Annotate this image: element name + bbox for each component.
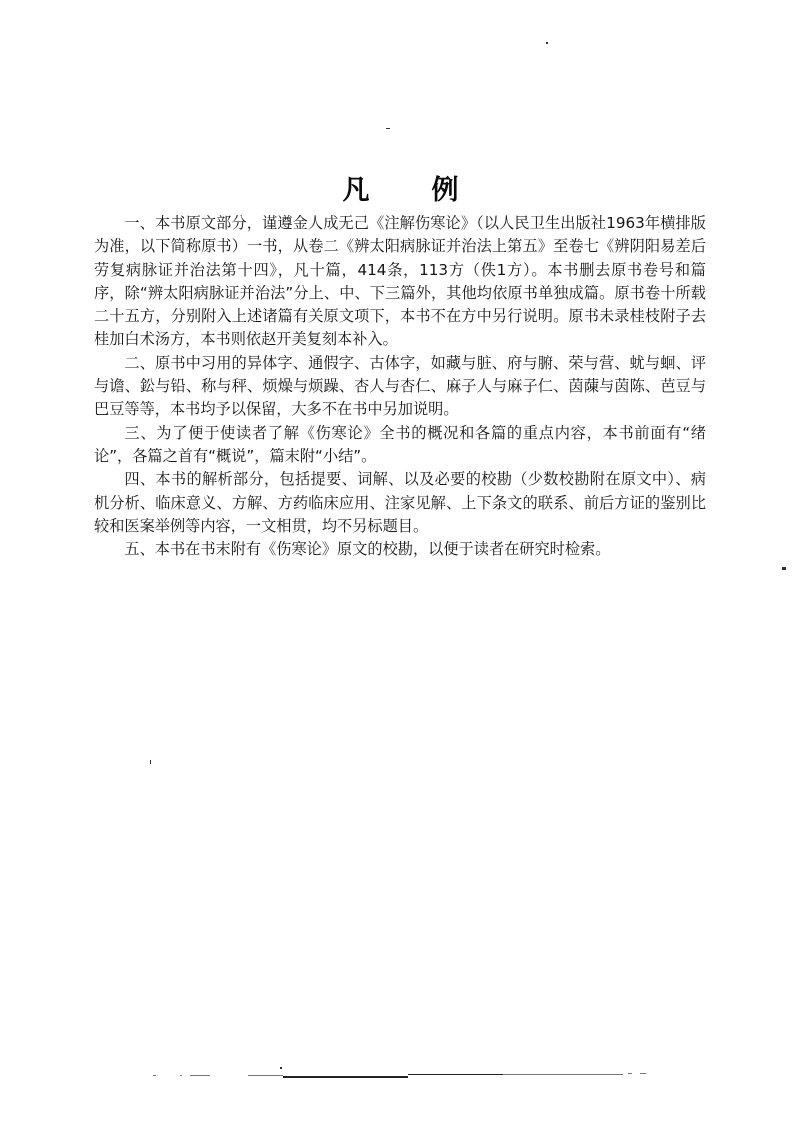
paragraph-4: 四、本书的解析部分，包括提要、词解、以及必要的校勘（少数校勘附在原文中）、病机分析、临床意义、方解、方药临床应用、注家见解、上下条文的联系、前后方证的鉴别比较和医案举例等内容，一文相贯，均不另标题目。 — [94, 470, 706, 535]
scan-bottom-mark — [640, 1073, 646, 1074]
scan-bottom-mark — [503, 1074, 623, 1075]
scan-speck — [386, 128, 390, 129]
paragraph-2: 二、原书中习用的异体字、通假字、古体字，如藏与脏、府与腑、荣与营、蚘与蛔、评与谵、鈆与铅、称与秤、烦燥与烦躁、杏人与杏仁、麻子人与麻子仁、茵蔯与茵陈、芭豆与巴豆等等，本书均予以保留，大多不在书中另加说明。 — [94, 353, 706, 419]
scan-bottom-rule — [283, 1076, 408, 1078]
scan-bottom-mark — [628, 1073, 632, 1074]
scan-speck — [280, 1067, 282, 1069]
scan-bottom-rule — [408, 1074, 503, 1075]
paragraph-1: 一、本书原文部分，谨遵金人成无己《注解伤寒论》（以人民卫生出版社1963年横排版为准，以下简称原书）一书，从卷二《辨太阳病脉证并治法上第五》至卷七《辨阴阳易差后劳复病脉证并治法第十四》，凡十篇，414条，113方（佚1方）。本书删去原书卷号和篇序，除“辨太阳病脉证并治法”分上、中、下三篇外，其他均依原书单独成篇。原书卷十所载二十五方，分别附入上述诸篇有关原文项下，本书不在方中另行说明。原书未录桂枝附子去桂加白术汤方，本书则依赵开美复刻本补入。 — [94, 214, 706, 349]
paragraph-5: 五、本书在书末附有《伤寒论》原文的校勘，以便于读者在研究时检索。 — [124, 540, 611, 559]
scan-bottom-mark — [248, 1075, 283, 1076]
scan-speck — [782, 567, 786, 570]
paragraph-3: 三、为了便于使读者了解《伤寒论》全书的概况和各篇的重点内容，本书前面有“绪论”，各篇之首有“概说”，篇末附“小结”。 — [94, 423, 706, 465]
scan-speck — [546, 42, 548, 44]
scan-speck — [150, 760, 151, 764]
scan-bottom-mark — [180, 1075, 182, 1076]
scan-bottom-mark — [190, 1075, 210, 1076]
body-text — [94, 212, 706, 561]
page-title: 凡例 — [342, 175, 521, 207]
scan-bottom-mark — [153, 1075, 156, 1076]
